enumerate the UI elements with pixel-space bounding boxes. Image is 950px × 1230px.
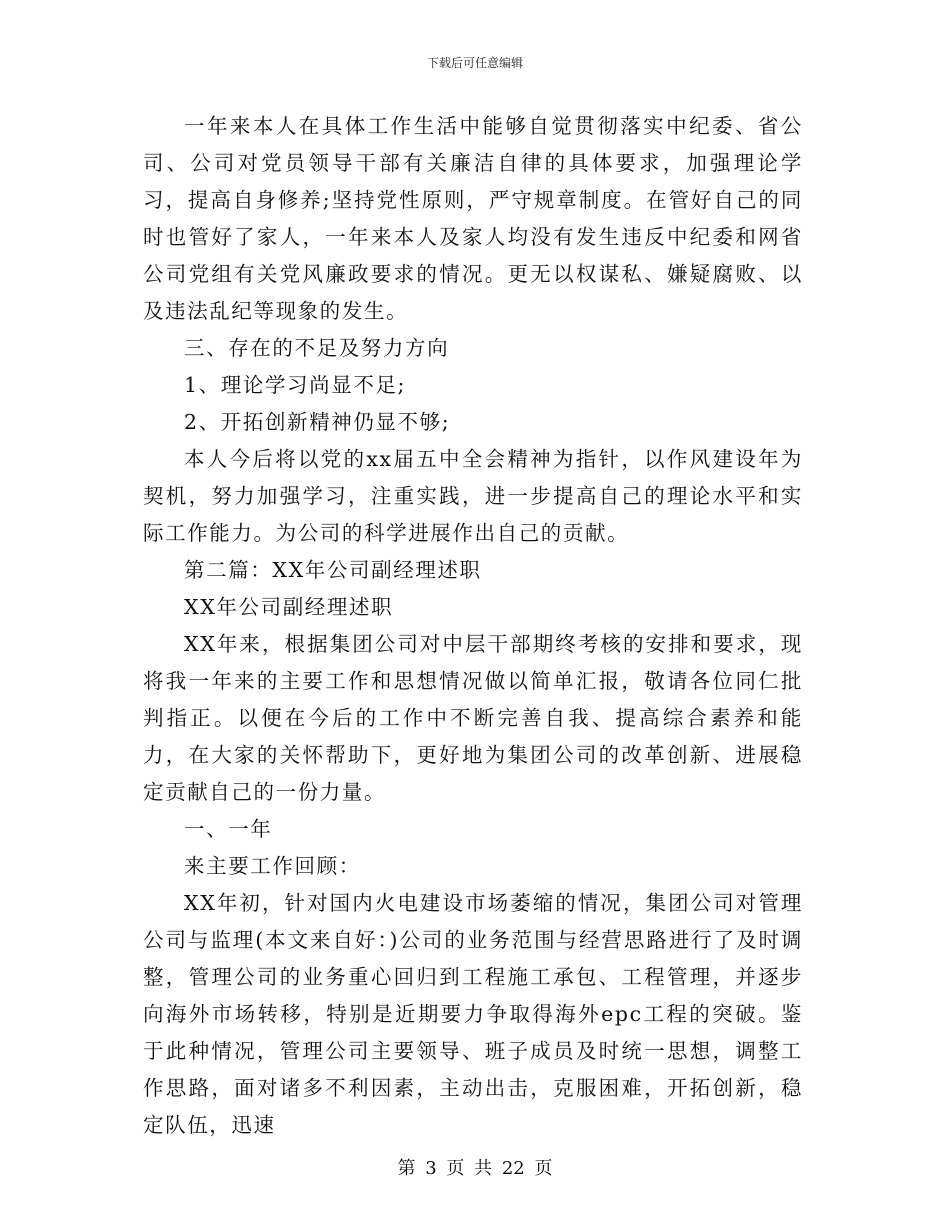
paragraph: XX年来，根据集团公司对中层干部期终考核的安排和要求，现将我一年来的主要工作和思想情况做以简单汇报，敬请各位同仁批判指正。以便在今后的工作中不断完善自我、提高综合素养和能力，在大家的关怀帮助下，更好地为集团公司的改革创新、进展稳定贡献自己的一份力量。: [143, 632, 803, 804]
list-item: 1、理论学习尚显不足;: [184, 373, 407, 397]
section-heading: 一、一年: [184, 817, 273, 841]
page-number: 第 3 页 共 22 页: [397, 1158, 553, 1179]
document-title: XX年公司副经理述职: [184, 595, 394, 619]
section-heading: 来主要工作回顾：: [184, 854, 361, 878]
paragraph: 一年来本人在具体工作生活中能够自觉贯彻落实中纪委、省公司、公司对党员领导干部有关廉洁自律的具体要求，加强理论学习，提高自身修养;坚持党性原则，严守规章制度。在管好自己的同时也管好了家人，一年来本人及家人均没有发生违反中纪委和网省公司党组有关党风廉政要求的情况。更无以权谋私、嫌疑腐败、以及违法乱纪等现象的发生。: [143, 114, 803, 323]
section-heading: 三、存在的不足及努力方向: [184, 336, 450, 360]
paragraph: 本人今后将以党的xx届五中全会精神为指针，以作风建设年为契机，努力加强学习，注重实践，进一步提高自己的理论水平和实际工作能力。为公司的科学进展作出自己的贡献。: [143, 447, 803, 545]
document-body: [143, 108, 803, 1144]
page-header: 下载后可任意编辑: [426, 56, 523, 70]
chapter-heading: 第二篇：XX年公司副经理述职: [184, 558, 482, 582]
paragraph: XX年初，针对国内火电建设市场萎缩的情况，集团公司对管理公司与监理(本文来自好：)公司的业务范围与经营思路进行了及时调整，管理公司的业务重心回归到工程施工承包、工程管理，并逐步向海外市场转移，特别是近期要力争取得海外epc工程的突破。鉴于此种情况，管理公司主要领导、班子成员及时统一思想，调整工作思路，面对诸多不利因素，主动出击，克服困难，开拓创新，稳定队伍，迅速: [143, 891, 803, 1137]
list-item: 2、开拓创新精神仍显不够;: [184, 410, 451, 434]
